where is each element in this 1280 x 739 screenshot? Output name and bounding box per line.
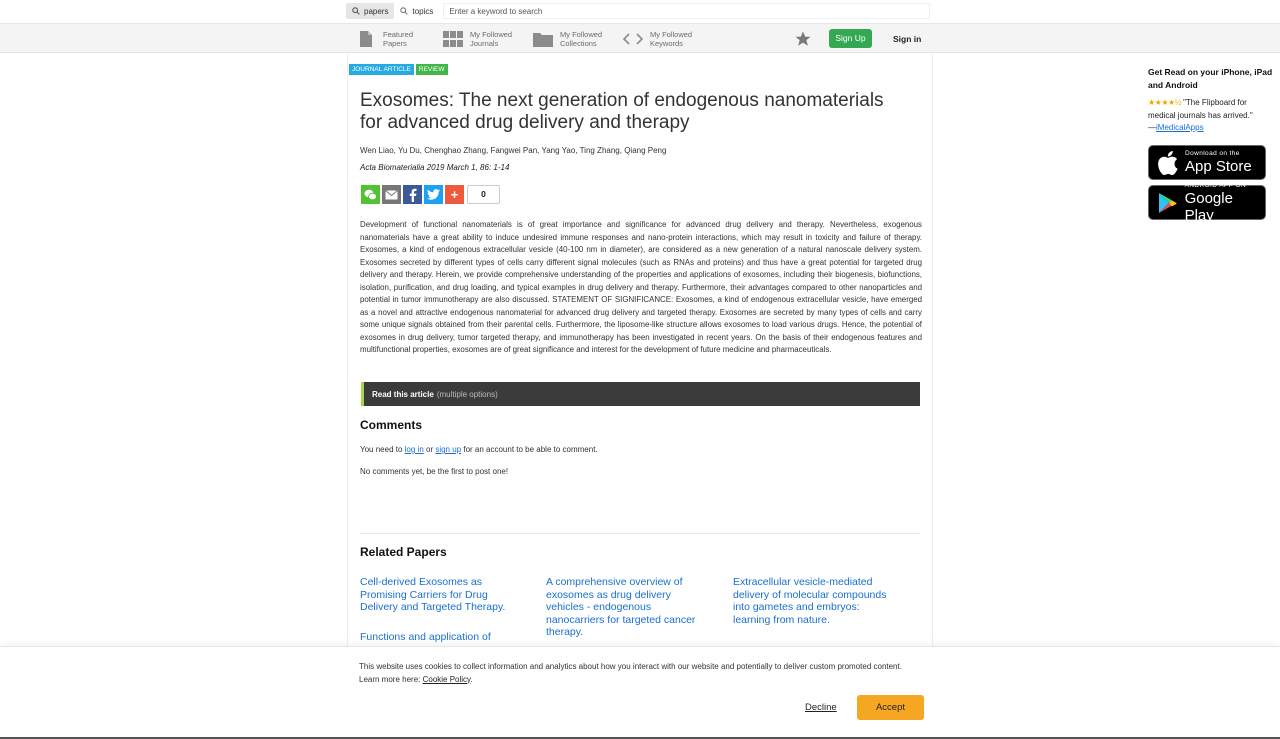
twitter-share-button[interactable] [424,185,443,204]
comments-text: You need to [360,445,405,454]
email-share-button[interactable] [382,185,401,204]
code-brackets-icon [622,29,644,49]
app-store-button[interactable] [1148,145,1266,180]
search-tab-topics[interactable] [394,3,439,19]
plus-icon: + [450,187,459,202]
comments-login-prompt [360,445,598,454]
search-bar [346,2,930,20]
google-play-label: Google Play [1184,189,1233,224]
nav-followed-journals[interactable] [442,28,512,50]
log-in-link[interactable]: log in [404,445,424,454]
quote-dash: — [1148,123,1156,132]
cookie-text: This website uses cookies to collect information and analytics about how you interact with our website and potentially to deliver custom promoted content. Learn more here: [359,662,902,684]
related-paper-link[interactable]: Extracellular vesicle-mediated delivery of molecular compounds into gametes and embryos: learning from nature. [733,576,887,626]
facebook-share-button[interactable] [403,185,422,204]
journal-article-badge: JOURNAL ARTICLE [349,64,414,75]
nav-label: My Followed Journals [470,30,513,48]
article-title: Exosomes: The next generation of endogenous nanomaterials for advanced drug delivery and therapy [360,90,884,133]
nav-label: My Followed Collections [560,30,603,48]
article-badges [349,64,448,75]
related-paper-link[interactable]: Functions and application of [360,631,491,643]
folder-icon [532,29,554,49]
article-abstract: Development of functional nanomaterials is of great importance and significance for advanced drug delivery and therapy. Nevertheless, exogenous nanomaterials have a great ability to induce undesired immune responses and nano-protein interactions, which may result in toxicity and failure of therapy. Exosomes, a kind of endogenous extracellular vesicle (40-100 nm in diameter), are considered as a new generation of a natural nanoscale delivery system. Exosomes secreted by different types of cells carry different signal molecules (such as RNAs and proteins) and thus have a great potential for targeted drug delivery and therapy. Herein, we provide comprehensive understanding of the properties and applications of exosomes, including their biogenesis, biofunctions, isolation, purification, and drug loading, and typical examples in drug delivery and therapy. Furthermore, their advantages compared to other nanoparticles and potential in tumor immunotherapy are also discussed. STATEMENT OF SIGNIFICANCE: Exosomes, a kind of endogenous extracellular vesicle, have emerged as a novel and attractive endogenous nanomaterial for advanced drug delivery and targeted therapy. Exosomes are secreted by many types of cells and carry some unique signals obtained from their parental cells. Furthermore, the liposome-like structure allows exosomes to load various drugs. Hence, the potential of exosomes in drug delivery, tumor targeted therapy, and immunotherapy has been investigated in recent years. On the basis of their endogenous features and multifunctional properties, exosomes are of great significance and interest for the development of future medicine and pharmaceuticals. [360,220,922,355]
accept-button[interactable]: Accept [857,695,924,720]
cookie-text-end: . [470,674,473,684]
facebook-icon [409,188,417,202]
nav-label: My Followed Keywords [650,30,693,48]
search-tab-label: topics [412,6,434,16]
star-icon[interactable] [794,30,812,48]
nav-featured-papers[interactable] [355,28,413,50]
app-promo [1148,66,1273,135]
apple-icon [1155,150,1181,176]
article-column [347,53,933,653]
app-promo-heading: Get Read on your iPhone, iPad and Android [1148,67,1273,90]
comments-text: for an account to be able to comment. [461,445,598,454]
google-play-icon [1155,190,1181,216]
article-citation: Acta Biomaterialia 2019 March 1, 86: 1-14 [360,163,510,172]
main-nav [0,23,1280,53]
more-share-button[interactable] [445,185,464,204]
cookie-policy-link[interactable]: Cookie Policy [422,674,471,684]
no-comments-text: No comments yet, be the first to post one! [360,467,509,476]
nav-followed-collections[interactable] [532,28,602,50]
envelope-icon [385,190,398,200]
google-play-button[interactable] [1148,181,1266,224]
app-store-label: App Store [1185,158,1252,175]
search-tab-papers[interactable] [346,3,394,19]
search-icon [352,7,360,15]
journals-grid-icon [442,29,464,49]
read-article-button[interactable] [361,382,920,406]
share-count: 0 [467,185,500,204]
read-options-label: (multiple options) [436,389,498,399]
cookie-message [359,661,919,686]
document-icon [355,29,377,49]
twitter-icon [427,189,440,200]
related-paper-link[interactable]: Cell-derived Exosomes as Promising Carriers for Drug Delivery and Targeted Therapy. [360,576,506,614]
wechat-share-button[interactable] [361,185,380,204]
related-papers-heading: Related Papers [360,545,447,559]
rating-stars-icon: ★★★★½ [1148,98,1181,107]
comments-text: or [423,445,436,454]
article-authors: Wen Liao, Yu Du, Chenghao Zhang, Fangwei Pan, Yang Yao, Ting Zhang, Qiang Peng [360,146,667,155]
google-play-small-text: ANDROID APP ON [1184,181,1247,189]
share-bar [361,185,500,204]
nav-followed-keywords[interactable] [622,28,692,50]
app-store-small-text: Download on the [1185,150,1240,157]
quote-text: "The Flipboard for medical journals has arrived." [1148,98,1253,120]
search-icon [400,7,408,15]
wechat-icon [364,189,377,201]
comments-heading: Comments [360,418,423,432]
search-input[interactable] [443,3,930,19]
sign-in-link[interactable]: Sign in [893,34,922,44]
related-paper-link[interactable]: A comprehensive overview of exosomes as drug delivery vehicles - endogenous nanocarriers for targeted cancer therapy. [546,576,696,639]
sign-up-link[interactable]: sign up [435,445,462,454]
nav-label: Featured Papers [383,30,414,48]
read-label: Read this article [372,389,434,399]
review-badge: REVIEW [416,64,448,75]
divider [360,533,920,534]
sign-up-button[interactable]: Sign Up [829,29,872,48]
quote-source-link[interactable]: iMedicalApps [1156,123,1204,132]
app-promo-quote [1148,97,1273,135]
decline-button[interactable]: Decline [805,702,837,713]
search-tab-label: papers [364,6,389,16]
cookie-banner [0,646,1280,739]
